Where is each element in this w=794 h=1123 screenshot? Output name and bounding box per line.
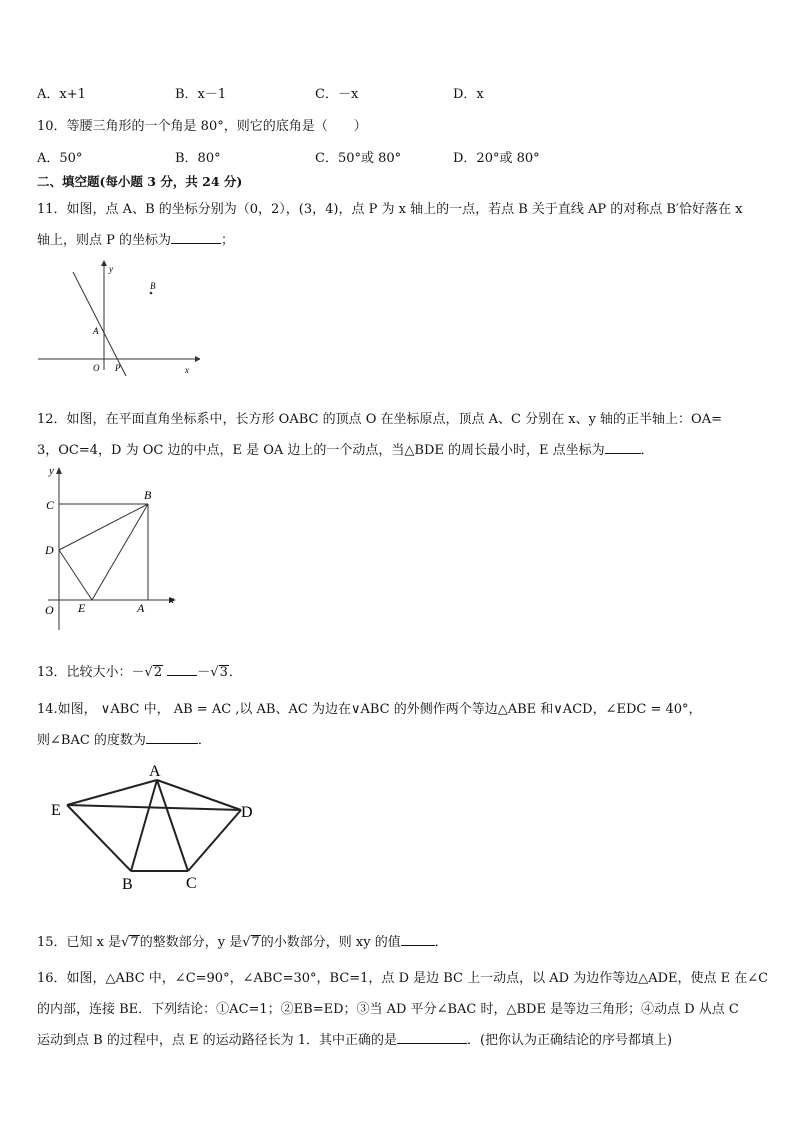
q10-option-a: A．50°	[37, 151, 83, 166]
q16-line3-end: ．(把你认为正确结论的序号都填上)	[466, 1033, 673, 1048]
q13-radicand-1: 2	[153, 665, 163, 680]
q12-label-e: E	[78, 601, 86, 615]
q14-label-e: E	[51, 802, 61, 819]
q14-figure	[40, 760, 270, 895]
q14-segment-eb	[67, 805, 131, 871]
q16-line3-text: 运动到点 B 的过程中，点 E 的运动路径长为 1．其中正确的是	[37, 1033, 397, 1048]
q14-segment-ed	[67, 805, 241, 810]
q12-line2-text: 3，OC=4，D 为 OC 边的中点，E 是 OA 边上的一个动点，当△BDE 的周长最小时，E 点坐标为	[37, 443, 605, 458]
q14-label-d: D	[241, 804, 253, 821]
q9-option-a: A．x+1	[37, 87, 86, 102]
q13-answer-blank	[167, 663, 197, 676]
q12-label-d: D	[45, 543, 54, 557]
q14-label-c: C	[186, 875, 197, 892]
q14-segment-ac	[157, 780, 188, 871]
q15-suffix: 的小数部分，则 xy 的值	[260, 935, 401, 950]
q11-line2	[37, 229, 234, 248]
q12-label-c: C	[46, 498, 55, 512]
q9-option-b: B．x－1	[175, 87, 227, 102]
q16-line2: 的内部，连接 BE．下列结论：①AC=1；②EB=ED；③当 AD 平分∠BAC 时，△BDE 是等边三角形；④动点 D 从点 C	[37, 1002, 739, 1017]
q16-line1: 16．如图，△ABC 中，∠C=90°，∠ABC=30°，BC=1，点 D 是边 BC 上一动点，以 AD 为边作等边△ADE，使点 E 在∠C	[37, 971, 769, 986]
q12-line2-end: ．	[640, 443, 654, 458]
q14-line2-text: 则∠BAC 的度数为	[37, 733, 146, 748]
q11-line2-end: ；	[221, 233, 235, 248]
q12-line2	[37, 439, 654, 458]
q15-end: ．	[434, 935, 448, 950]
q10-stem: 10．等腰三角形的一个角是 80°，则它的底角是（ ）	[37, 119, 367, 134]
q10-option-c: C．50°或 80°	[315, 151, 402, 166]
q12-answer-blank	[605, 441, 641, 454]
q14-segment-ad	[157, 780, 241, 810]
q16-line3	[37, 1029, 672, 1048]
q11-point-b	[150, 292, 153, 295]
q14-label-a: A	[149, 763, 161, 780]
q12-label-x: x	[169, 594, 174, 606]
q12-label-y: y	[49, 465, 54, 477]
q11-line2-text: 轴上，则点 P 的坐标为	[37, 233, 172, 248]
q15-answer-blank	[401, 933, 435, 946]
q11-line1: 11．如图，点 A、B 的坐标分别为（0，2），(3，4)，点 P 为 x 轴上的一点，若点 B 关于直线 AP 的对称点 B′恰好落在 x	[37, 202, 743, 217]
q12-figure	[38, 462, 183, 632]
q15-middle: 的整数部分，y 是	[139, 935, 243, 950]
section-title: 二、填空题(每小题 3 分，共 24 分)	[37, 174, 243, 189]
q13-middle: －	[197, 665, 211, 680]
q12-label-a: A	[137, 601, 145, 615]
q13-prefix: 13．比较大小：－	[37, 665, 145, 680]
q12-segment-de	[59, 550, 92, 600]
q14-label-b: B	[122, 876, 133, 893]
q11-label-a: A	[93, 326, 99, 336]
q9-option-d: D．x	[453, 87, 484, 102]
q15-radicand-2: 7	[251, 935, 260, 950]
q14-segment-dc	[188, 810, 241, 871]
q11-label-o: O	[93, 363, 100, 373]
q11-label-x: x	[185, 365, 189, 375]
q11-y-arrow	[101, 260, 107, 266]
q11-line-ap	[73, 272, 126, 376]
q12-label-b: B	[144, 488, 152, 502]
q13-radicand-2: 3	[219, 665, 228, 680]
q15-line: 15．已知 x 是√7的整数部分，y 是√7的小数部分，则 xy 的值 ．	[37, 935, 448, 950]
q14-segment-ae	[67, 780, 157, 805]
q13-end: ．	[228, 665, 242, 680]
q11-figure	[35, 258, 200, 378]
q11-answer-blank	[171, 231, 221, 244]
q13-line: 13．比较大小：－√2 －√3．	[37, 665, 242, 680]
q14-line2-end: ．	[197, 733, 211, 748]
q10-option-b: B．80°	[175, 151, 221, 166]
q14-line1: 14.如图， ∨ABC 中， AB = AC ,以 AB、AC 为边在∨ABC 的外侧作两个等边△ABE 和∨ACD，∠EDC = 40°，	[37, 702, 702, 717]
q14-line2	[37, 729, 211, 748]
q12-y-arrow	[56, 467, 62, 474]
q12-line1: 12．如图，在平面直角坐标系中，长方形 OABC 的顶点 O 在坐标原点，顶点 A、C 分别在 x、y 轴的正半轴上：OA=	[37, 412, 722, 427]
q14-segment-ab	[131, 780, 157, 871]
q15-prefix: 15．已知 x 是	[37, 935, 122, 950]
q11-label-y: y	[109, 264, 113, 274]
q16-answer-blank	[397, 1031, 467, 1044]
q12-label-o: O	[45, 603, 54, 617]
q11-label-p: P	[115, 363, 121, 373]
q15-radicand-1: 7	[130, 935, 139, 950]
q11-x-arrow	[195, 356, 200, 362]
q14-answer-blank	[146, 731, 198, 744]
q11-label-b: B	[150, 281, 156, 291]
q9-option-c: C．－x	[315, 87, 359, 102]
q10-option-d: D．20°或 80°	[453, 151, 540, 166]
